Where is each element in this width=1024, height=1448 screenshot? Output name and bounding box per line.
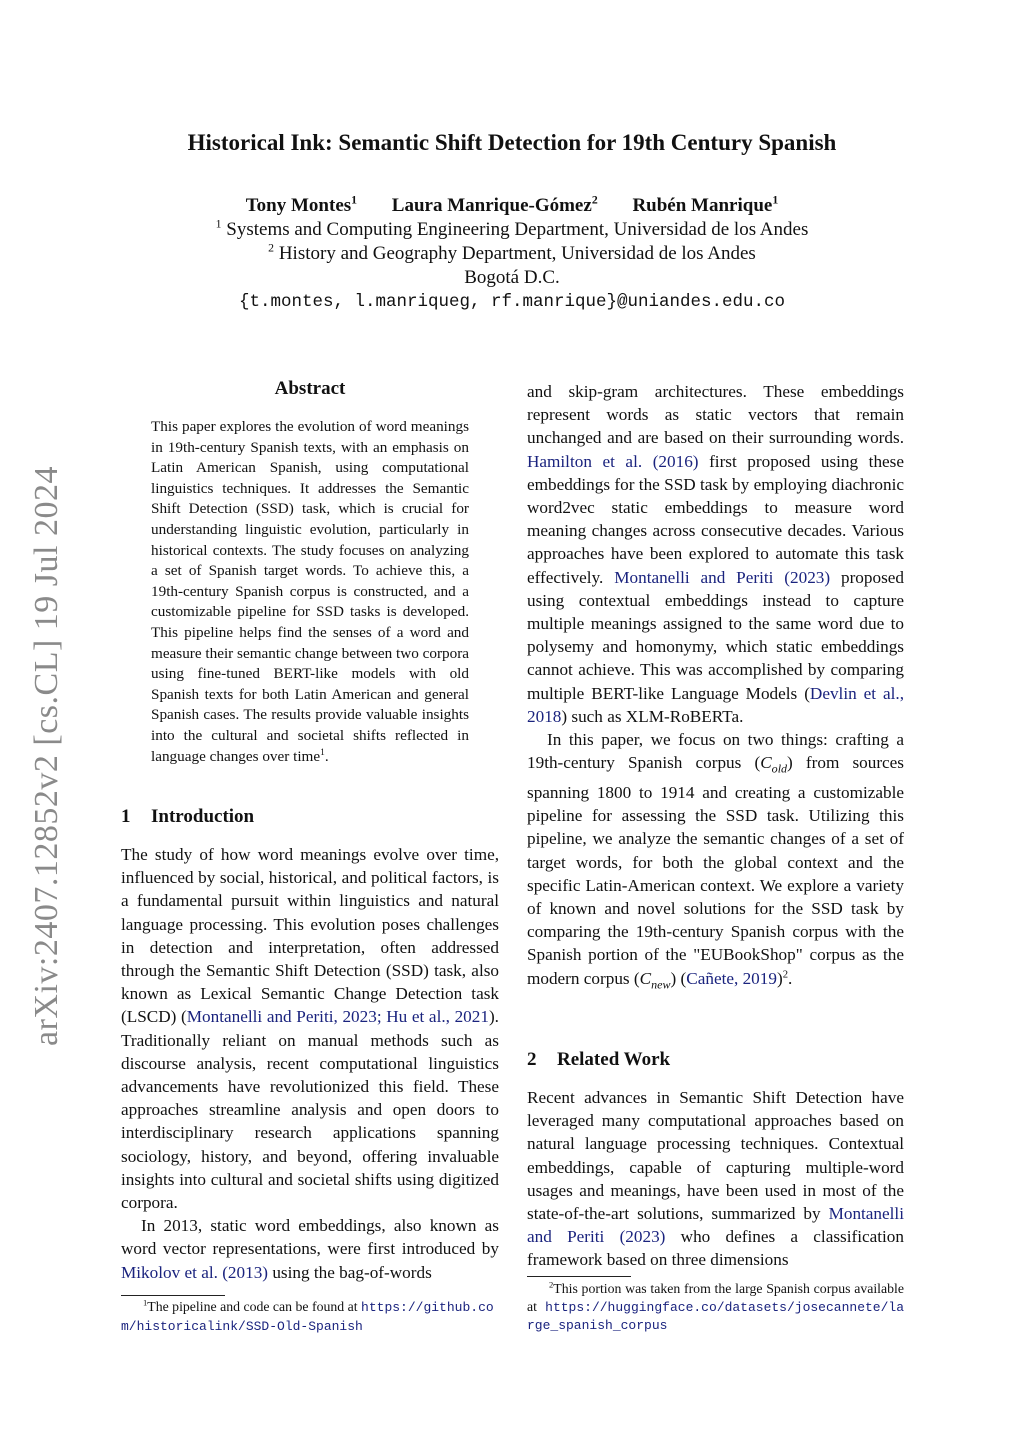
footnote-2-link[interactable]: https://huggingface.co/datasets/josecannete/large_spanish_corpus xyxy=(527,1299,904,1333)
abstract-heading: Abstract xyxy=(274,378,346,399)
right-column-body xyxy=(527,380,904,996)
footnote-rule-right xyxy=(527,1276,631,1277)
footnote-1-link[interactable]: https://github.com/historicalink/SSD-Old-Spanish xyxy=(121,1300,494,1334)
paper-title: Historical Ink: Semantic Shift Detection for 19th Century Spanish xyxy=(187,130,837,155)
intro-paragraph-3: and skip-gram architectures. These embeddings represent words as static vectors that remain unchanged and are based on their surrounding words. Hamilton et al. (2016) first proposed using these embeddings for the SSD task by employing diachronic word2vec static embeddings to measure word meaning changes across consecutive decades. Various approaches have been explored to automate this task effectively. Montanelli and Periti (2023) proposed using contextual embeddings instead to capture multiple meanings assigned to the same word due to polysemy and homonymy, which static embeddings cannot achieve. This was accomplished by comparing multiple BERT-like Language Models (Devlin et al., 2018) such as XLM-RoBERTa. xyxy=(527,382,904,726)
citation-mikolov[interactable]: Mikolov et al. (2013) xyxy=(121,1262,269,1282)
citation-montanelli-periti-2[interactable]: Montanelli and Periti (2023) xyxy=(527,1204,904,1247)
footnote-mark: 1 xyxy=(320,747,325,758)
footnote-1: $^1$The pipeline and code can be found at https://github.com/historicalink/SSD-Old-Spanish xyxy=(121,1297,494,1334)
intro-body xyxy=(121,843,499,1284)
author-1: Tony Montes$^1$ xyxy=(245,193,358,216)
affiliation-1: $^1$ Systems and Computing Engineering Department, Universidad de los Andes xyxy=(215,217,809,240)
intro-paragraph-2: In 2013, static word embeddings, also known as word vector representations, were first introduced by Mikolov et al. (2013) using the bag-of-words xyxy=(121,1216,499,1282)
abstract-body: This paper explores the evolution of word meanings in 19th-century Spanish texts, with an emphasis on Latin American Spanish, using computational linguistics techniques. It addresses the Semantic Shift Detection (SSD) task, which is crucial for understanding linguistic evolution, particularly in historical contexts. The study focuses on analyzing a set of Spanish target words. To achieve this, a 19th-century Spanish corpus is constructed, and a customizable pipeline for SSD tasks is developed. This pipeline helps find the senses of a word and measure their semantic change between two corpora using fine-tuned BERT-like models with old Spanish texts for both Latin American and general Spanish cases. The results provide valuable insights into the cultural and societal shifts reflected in language changes over time$^1$. xyxy=(151,418,469,765)
footnote-rule-left xyxy=(121,1295,225,1296)
section-2-heading: 2 Related Work xyxy=(527,1049,671,1070)
affiliation-city: Bogotá D.C. xyxy=(464,267,560,288)
author-emails: {t.montes, l.manriqueg, rf.manrique}@uniandes.edu.co xyxy=(238,292,786,312)
intro-paragraph-4: In this paper, we focus on two things: crafting a 19th-century Spanish corpus $(C_{old})$ from sources spanning 1800 to 1914 and creating a customizable pipeline for assessing the SSD task. Utilizing this pipeline, we analyze the semantic changes of a set of target words, for both the global context and the specific Latin-American context. We explore a variety of known and novel solutions for the SSD task by comparing the 19th-century Spanish corpus with the Spanish portion of the "EUBookShop" corpus as the modern corpus $(C_{new})$ (Cañete, 2019)$^2$. xyxy=(527,730,904,991)
citation-hamilton[interactable]: Hamilton et al. (2016) xyxy=(527,451,699,471)
citation-montanelli-periti[interactable]: Montanelli and Periti (2023) xyxy=(614,567,831,587)
section-1-heading: 1 Introduction xyxy=(121,806,255,827)
intro-paragraph-1: The study of how word meanings evolve over time, influenced by social, historical, and political factors, is a fundamental pursuit within linguistics and natural language processing. This evolution poses challenges in detection and interpretation, often addressed through the Semantic Shift Detection (SSD) task, also known as Lexical Semantic Change Detection task (LSCD) (Montanelli and Periti, 2023; Hu et al., 2021). Traditionally reliant on manual methods such as discourse analysis, recent computational linguistics advancements have revolutionized this field. These approaches streamline analysis and open doors to interdisciplinary research applications spanning sociology, history, and beyond, offering invaluable insights into cultural and societal shifts using digitized corpora. xyxy=(121,845,499,1213)
author-list xyxy=(0,195,1024,217)
arxiv-id-text: arXiv:2407.12852v2 [cs.CL] 19 Jul 2024 xyxy=(28,466,65,1046)
footnote-mark-2: 2 xyxy=(782,968,789,980)
citation-canete[interactable]: Cañete, 2019 xyxy=(686,968,777,988)
author-3: Rubén Manrique$^1$ xyxy=(632,193,779,216)
related-paragraph-1: Recent advances in Semantic Shift Detection have leveraged many computational approaches based on natural language processing techniques. Contextual embeddings, capable of capturing multiple-word usages and meanings, have been used in most of the state-of-the-art solutions, summarized by Montanelli and Periti (2023) who defines a classification framework based on three dimensions xyxy=(527,1088,904,1270)
author-2: Laura Manrique-Gómez$^2$ xyxy=(391,193,598,216)
related-work-body xyxy=(527,1086,904,1272)
citation-devlin[interactable]: Devlin et al., 2018 xyxy=(527,683,904,726)
footnote-2: $^2$This portion was taken from the large Spanish corpus available at https://huggingface.co/datasets/josecannete/large_spanish_corpus xyxy=(527,1279,904,1333)
citation-montanelli-hu[interactable]: Montanelli and Periti, 2023; Hu et al., 2021 xyxy=(186,1007,489,1027)
affiliation-2: $^2$ History and Geography Department, Universidad de los Andes xyxy=(268,241,756,264)
